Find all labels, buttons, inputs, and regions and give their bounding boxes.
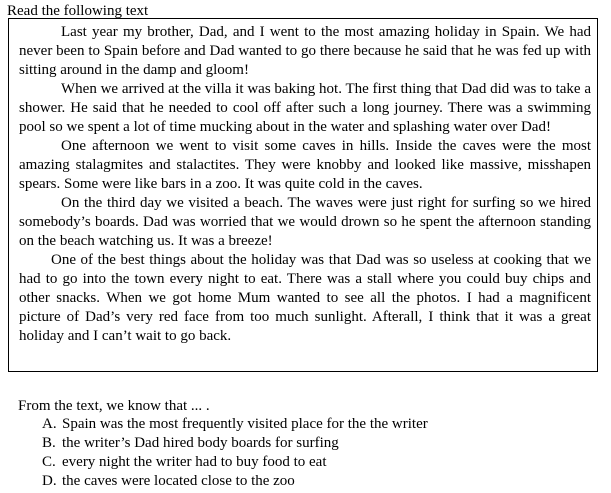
option-a[interactable] xyxy=(42,415,428,434)
option-text: the caves were located close to the zoo xyxy=(62,473,295,489)
option-text: Spain was the most frequently visited place for the the writer xyxy=(62,416,428,432)
option-c[interactable] xyxy=(42,453,428,472)
passage-paragraph-1: Last year my brother, Dad, and I went to the most amazing holiday in Spain. We had never been to Spain before and Dad wanted to go there because he said that he was fed up with sitting around in the damp and gloom! xyxy=(19,24,591,78)
option-b[interactable] xyxy=(42,434,428,453)
question-text: From the text, we know that ... . xyxy=(18,398,210,414)
answer-options xyxy=(42,415,428,491)
option-letter: B. xyxy=(42,435,56,451)
option-letter: C. xyxy=(42,454,56,470)
option-letter: D. xyxy=(42,473,57,489)
passage-paragraph-5: One of the best things about the holiday was that Dad was so useless at cooking that we had to go into the town every night to eat. There was a stall where you could buy chips and other snacks. When we got home Mum wanted to see all the photos. I had a magnificent picture of Dad’s very red face from too much sunlight. Afterall, I think that it was a great holiday and I can’t wait to go back. xyxy=(19,252,591,344)
option-text: every night the writer had to buy food to eat xyxy=(62,454,327,470)
option-text: the writer’s Dad hired body boards for surfing xyxy=(62,435,339,451)
option-letter: A. xyxy=(42,416,57,432)
option-d[interactable] xyxy=(42,472,428,491)
passage-paragraph-2: When we arrived at the villa it was baking hot. The first thing that Dad did was to take a shower. He said that he needed to cool off after such a long journey. There was a swimming pool so we spent a lot of time mucking about in the water and splashing water over Dad! xyxy=(19,81,591,135)
passage-paragraph-3: One afternoon we went to visit some caves in hills. Inside the caves were the most amazing stalagmites and stalactites. They were knobby and looked like massive, misshapen spears. Some were like bars in a zoo. It was quite cold in the caves. xyxy=(19,138,591,192)
instruction-text: Read the following text xyxy=(7,3,149,19)
passage-box xyxy=(8,18,598,372)
passage-paragraph-4: On the third day we visited a beach. The waves were just right for surfing so we hired somebody’s boards. Dad was worried that we would drown so he spent the afternoon standing on the beach watching us. It was a breeze! xyxy=(19,195,591,249)
